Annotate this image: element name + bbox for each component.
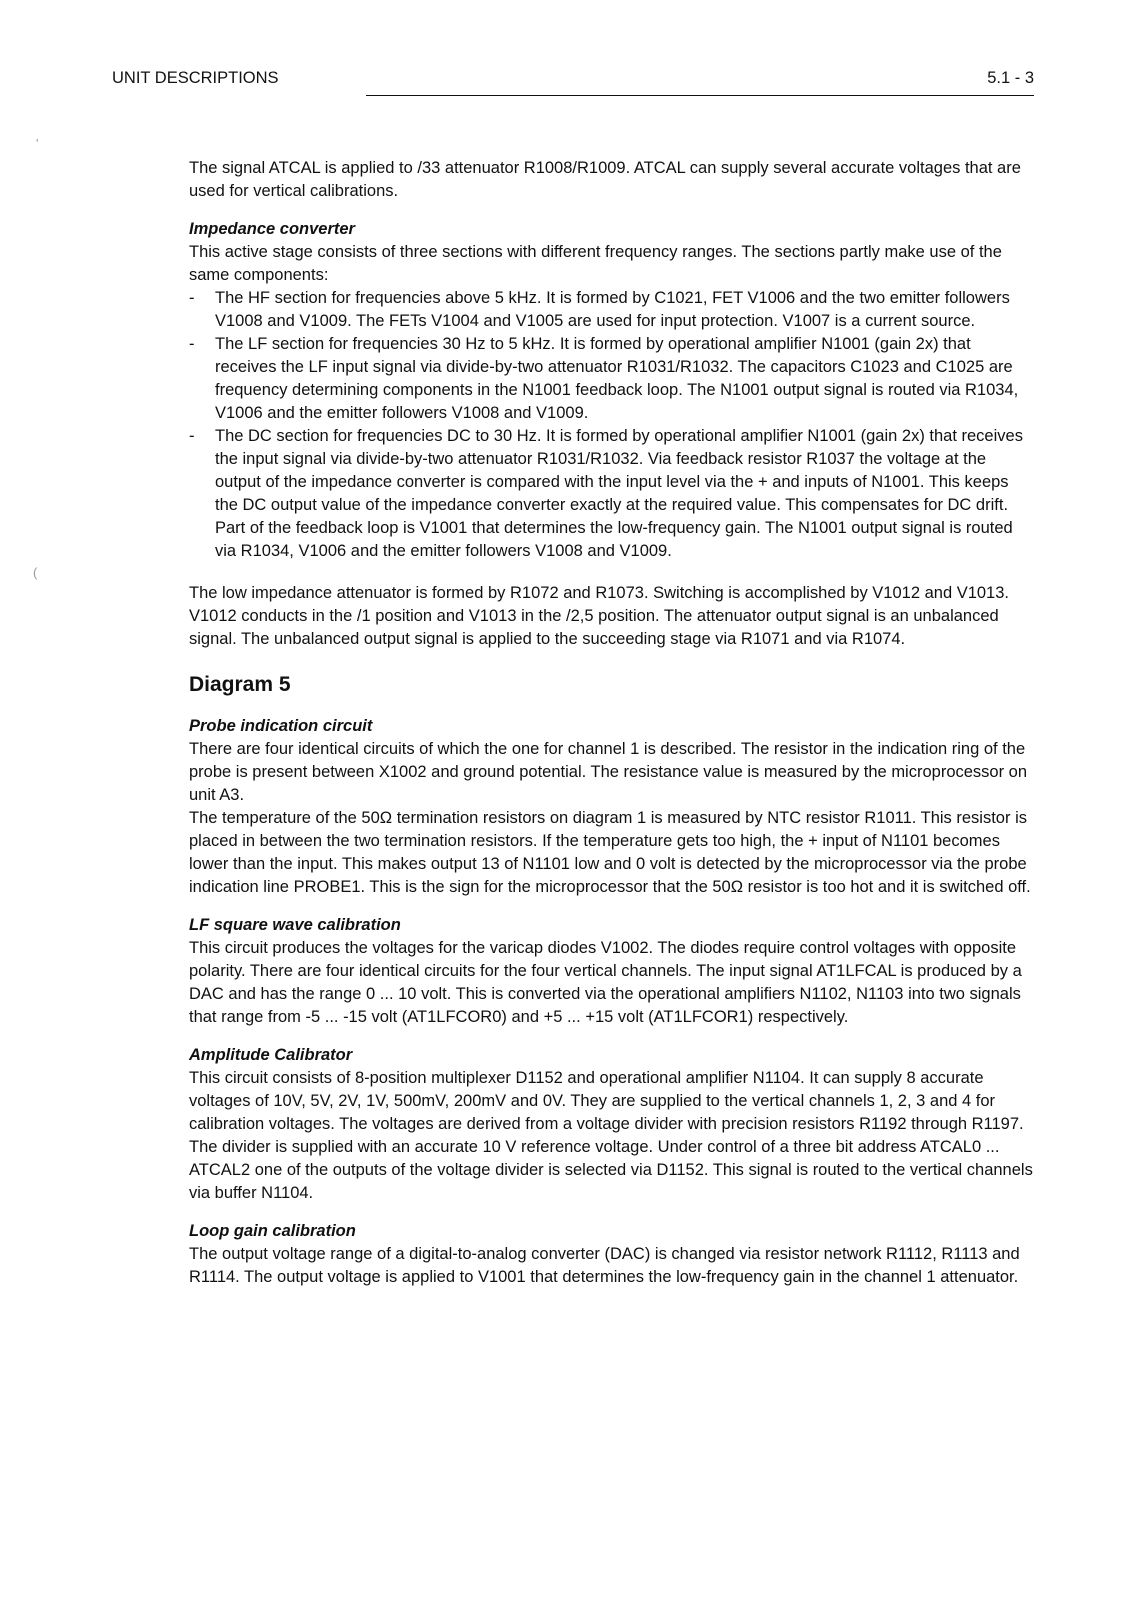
- section-heading-loop-gain: Loop gain calibration: [189, 1222, 356, 1240]
- bullet-dash: -: [189, 289, 195, 307]
- lf-square-paragraph: This circuit produces the voltages for the varicap diodes V1002. The diodes require control voltages with opposite polarity. There are four identical circuits for the four vertical channels. The input signal AT1LFCAL is produced by a DAC and has the range 0 ... 10 volt. This is converted via the operational amplifiers N1102, N1103 into two signals that range from -5 ... -15 volt (AT1LFCOR0) and +5 ... +15 volt (AT1LFCOR1) respectively.: [189, 939, 1022, 1026]
- margin-mark: ': [36, 136, 39, 151]
- diagram-heading: Diagram 5: [189, 673, 291, 696]
- probe-paragraph-1: There are four identical circuits of which the one for channel 1 is described. The resistor in the indication ring of the probe is present between X1002 and ground potential. The resistance value is measured by the microprocessor on unit A3.: [189, 740, 1028, 804]
- list-item: [189, 287, 1034, 333]
- probe-paragraph-2: The temperature of the 50Ω termination resistors on diagram 1 is measured by NTC resistor R1011. This resistor is placed in between the two termination resistors. If the temperature gets too high, the + input of N1101 becomes lower than the input. This makes output 13 of N1101 low and 0 volt is detected by the microprocessor via the probe indication line PROBE1. This is the sign for the microprocessor that the 50Ω resistor is too hot and it is switched off.: [189, 809, 1031, 896]
- section-heading-amplitude-calibrator: Amplitude Calibrator: [189, 1046, 353, 1064]
- bullet-dash: -: [189, 335, 195, 353]
- section-heading-probe-indication: Probe indication circuit: [189, 717, 373, 735]
- impedance-paragraph: This active stage consists of three sections with different frequency ranges. The sections partly make use of the same components:: [189, 243, 1002, 284]
- bullet-dash: -: [189, 427, 195, 445]
- impedance-section-list: [189, 287, 1034, 563]
- list-item-text: The DC section for frequencies DC to 30 Hz. It is formed by operational amplifier N1001 (gain 2x) that receives the input signal via divide-by-two attenuator R1031/R1032. Via feedback resistor R1037 the voltage at the output of the impedance converter is compared with the input level via the + and inputs of N1001. This keeps the DC output value of the impedance converter exactly at the required value. This compensates for DC drift. Part of the feedback loop is V1001 that determines the low-frequency gain. The N1001 output signal is routed via R1034, V1006 and the emitter followers V1008 and V1009.: [215, 427, 1023, 560]
- low-impedance-paragraph: The low impedance attenuator is formed by R1072 and R1073. Switching is accomplished by V1012 and V1013. V1012 conducts in the /1 position and V1013 in the /2,5 position. The attenuator output signal is an unbalanced signal. The unbalanced output signal is applied to the succeeding stage via R1071 and via R1074.: [189, 584, 1009, 648]
- intro-paragraph: The signal ATCAL is applied to /33 attenuator R1008/R1009. ATCAL can supply several accurate voltages that are used for vertical calibrations.: [189, 159, 1021, 200]
- list-item: [189, 425, 1034, 563]
- list-item-text: The LF section for frequencies 30 Hz to 5 kHz. It is formed by operational amplifier N1001 (gain 2x) that receives the LF input signal via divide-by-two attenuator R1031/R1032. The capacitors C1023 and C1025 are frequency determining components in the N1001 feedback loop. The N1001 output signal is routed via R1034, V1006 and the emitter followers V1008 and V1009.: [215, 335, 1019, 422]
- list-item-text: The HF section for frequencies above 5 kHz. It is formed by C1021, FET V1006 and the two emitter followers V1008 and V1009. The FETs V1004 and V1005 are used for input protection. V1007 is a current source.: [215, 289, 1010, 330]
- header-rule: [366, 95, 1034, 96]
- amplitude-paragraph: This circuit consists of 8-position multiplexer D1152 and operational amplifier N1104. It can supply 8 accurate voltages of 10V, 5V, 2V, 1V, 500mV, 200mV and 0V. They are supplied to the vertical channels 1, 2, 3 and 4 for calibration voltages. The voltages are derived from a voltage divider with precision resistors R1192 through R1197. The divider is supplied with an accurate 10 V reference voltage. Under control of a three bit address ATCAL0 ... ATCAL2 one of the outputs of the voltage divider is selected via D1152. This signal is routed to the vertical channels via buffer N1104.: [189, 1069, 1033, 1202]
- list-item: [189, 333, 1034, 425]
- page-number: 5.1 - 3: [987, 69, 1034, 87]
- section-heading-impedance-converter: Impedance converter: [189, 220, 355, 238]
- margin-mark: (: [33, 565, 38, 580]
- page-header-title: UNIT DESCRIPTIONS: [112, 69, 279, 87]
- section-heading-lf-square-wave: LF square wave calibration: [189, 916, 401, 934]
- page-body: [189, 157, 1034, 1289]
- loop-gain-paragraph: The output voltage range of a digital-to-analog converter (DAC) is changed via resistor network R1112, R1113 and R1114. The output voltage is applied to V1001 that determines the low-frequency gain in the channel 1 attenuator.: [189, 1245, 1020, 1286]
